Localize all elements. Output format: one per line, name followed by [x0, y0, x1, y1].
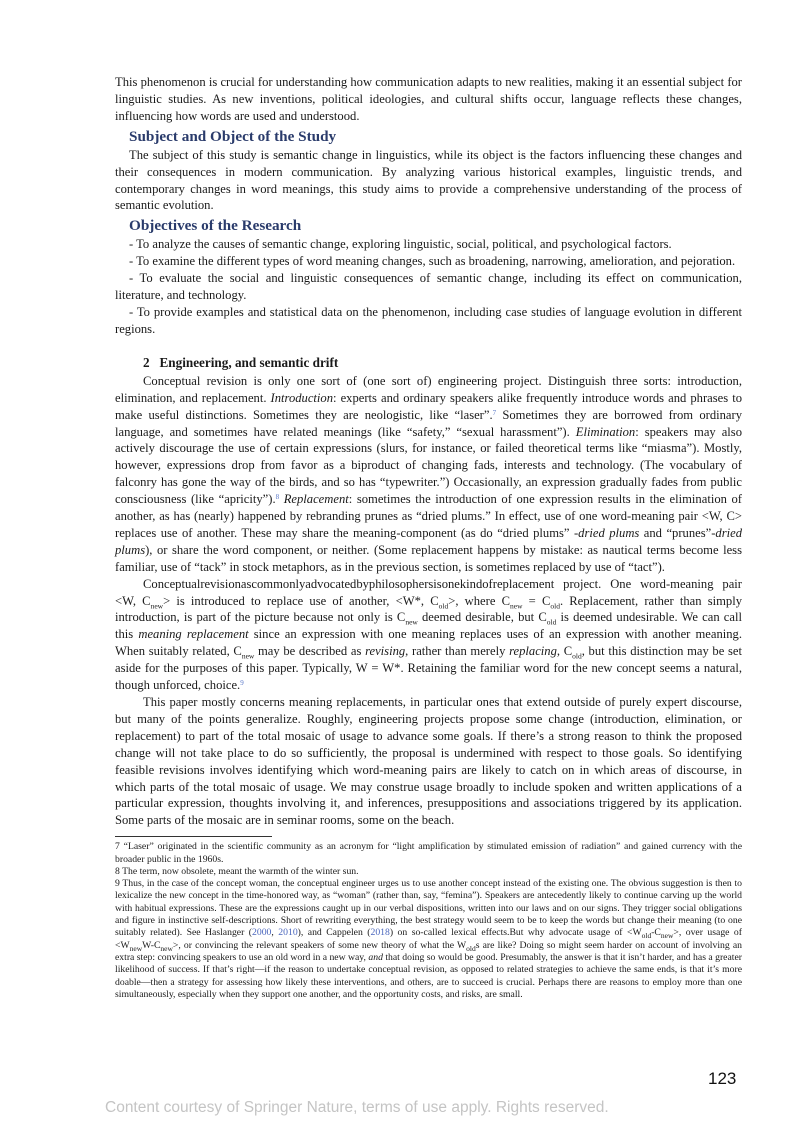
page-number: 123: [708, 1069, 737, 1088]
section-number: 2: [143, 354, 150, 370]
subject-paragraph: The subject of this study is semantic change in linguistics, while its object is the factors influencing these changes and their consequences in modern communication. By analyzing various historical examples, linguistic trends, and contemporary changes in word meanings, this study aims to provide a comprehensive understanding of the process of semantic evolution.: [115, 147, 742, 213]
page-body: [115, 74, 742, 1001]
intro-paragraph: This phenomenon is crucial for understanding how communication adapts to new realities, making it an essential subject for linguistic studies. As new inventions, political ideologies, and cultural shifts occur, language reflects these changes, influencing how words are used and understood.: [115, 75, 742, 123]
subject-heading: Subject and Object of the Study: [129, 127, 337, 145]
objective-item-4: - To provide examples and statistical data on the phenomenon, including case studies of language evolution in different regions.: [115, 304, 742, 336]
footnotes: [115, 841, 742, 1001]
citation-2000[interactable]: 2000: [252, 927, 272, 939]
objective-item-2: - To examine the different types of word meaning changes, such as broadening, narrowing, amelioration, and pejoration.: [129, 254, 736, 269]
section-2-paragraph-3: This paper mostly concerns meaning replacements, in particular ones that extend outside of purely expert discourse, but many of the points generalize. Roughly, engineering projects propose some change (introduction, elimination, or replacement) to part of the total mosaic of usage to advance some goals. If there’s a strong reason to think the proposed change will not take place to do so sufficiently, the proposal is undermined with respect to those goals. So identifying feasible revisions involves identifying which word-meaning pairs are likely to catch on in which areas of discourse, in which parts of the total mosaic of usage. We may construe usage broadly to include spoken and written applications of a particular expression, thoughts involving it, and inferences, presuppositions and associations triggered by its application. Some parts of the mosaic are in seminar rooms, some on the beach.: [115, 695, 742, 828]
footnote-ref-9[interactable]: 9: [240, 679, 244, 688]
footnote-divider: [115, 836, 272, 837]
footnote-7: 7 “Laser” originated in the scientific community as an acronym for “light amplification by stimulated emission of radiation” and gained currency with the broader public in the 1960s.: [115, 841, 742, 865]
footnote-9: 9 Thus, in the case of the concept woman, the conceptual engineer urges us to use another concept instead of the existing one. The obvious suggestion is then to lexicalize the new concept in the time-honored way, as “woman” (rather than, say, “femina”). Speakers are antecedently likely to continue carving up the world with habitual expressions. These are the expressions caught up in our verbal dispositions, written into our laws and on our signs. They trigger social obligations and figure in instinctive self-descriptions. Short of rewriting everything, the best strategy would seem to be to keep the words but change their meaning (to one suitably related). See Haslanger (2000, 2010), and Cappelen (2018) on so-called lexical effects.But why advocate usage of $<W_{old}-C_{new}>$, over usage of $<W_{new}W-C_{new}>$, or convincing the relevant speakers of some new theory of what the $W_{old}s$ are like? Doing so might seem harder on account of involving an extra step: convincing speakers to use an old word in a new way, and that doing so would be good. Presumably, the answer is that it isn’t harder, and has a greater likelihood of success. If that’s right—if the reason to undertake conceptual revision, as opposed to related strategies to achieve the same ends, is that it’s more doable—then a strategy for assessing how likely these interventions, and others, are to succeed is crucial. Perhaps there are reasons to employ more than one simultaneously, especially when they support one another, and the opportunity costs, and risks, are small.: [115, 878, 743, 1000]
section-2-heading: [143, 354, 742, 371]
objective-item-1: - To analyze the causes of semantic change, exploring linguistic, social, political, and psychological factors.: [129, 237, 672, 252]
citation-2010[interactable]: 2010: [278, 927, 298, 939]
objectives-heading: Objectives of the Research: [129, 217, 302, 235]
section-title: Engineering, and semantic drift: [159, 354, 339, 370]
section-2-paragraph-2: Conceptualrevisionascommonlyadvocatedbyphilosophersisonekindofreplacement project. One word-meaning pair <W, $C_{new}>$ is introduced to replace use of another, <W*, $C_{old}>$, where $C_{new} = C_{old}$. Replacement, rather than simply introduction, is part of the picture because not only is $C_{new}$ deemed desirable, but $C_{old}$ is deemed undesirable. We can call this meaning replacement since an expression with one meaning replaces uses of an expression with another meaning. When suitably related, $C_{new}$ may be described as revising, rather than merely replacing, $C_{old}$, but this distinction may be set aside for the purposes of this paper. Typically, W = W*. Retaining the familiar word for the new concept seems a natural, though unforced, choice.$^9$: [115, 576, 743, 693]
objective-item-3: - To evaluate the social and linguistic consequences of semantic change, including its effect on communication, literature, and technology.: [115, 271, 742, 303]
section-2-paragraph-1: Conceptual revision is only one sort of (one sort of) engineering project. Distinguish three sorts: introduction, elimination, and replacement. Introduction: experts and ordinary speakers alike frequently introduce words and phrases to make useful distinctions. Sometimes they are neologistic, like “laser”.$^7$ Sometimes they are borrowed from ordinary language, and sometimes have related meanings (like “safety,” “sexual harassment”). Elimination: speakers may also actively discourage the use of certain expressions (slurs, for instance, or failed theoretical terms like “miasma”). Mostly, however, expressions drop from favor as a biproduct of changing fads, interests and technology. (The vocabulary of falconry has gone the way of the birds, and so has “typewriter.”) Occasionally, an expression gradually fades from public consciousness (like “apricity”).$^8$ Replacement: sometimes the introduction of one expression results in the elimination of another, as has (nearly) happened by rebranding prunes as “dried plums.” In effect, use of one word-meaning pair <W, C> replaces use of another. These may share the meaning-component (as do “dried plums” -dried plums and “prunes”-dried plums), or share the word component, or neither. (Some replacement happens by mistake: as nautical terms become less familiar, use of “tack” in stock metaphors, as in the previous section, is sometimes replaced by use of “tact”).: [115, 373, 742, 574]
footnote-8: 8 The term, now obsolete, meant the warmth of the winter sun.: [115, 865, 359, 877]
citation-2018[interactable]: 2018: [370, 927, 390, 939]
footnote-ref-8[interactable]: 8: [275, 493, 280, 502]
footnote-ref-7[interactable]: 7: [492, 408, 497, 417]
copyright-watermark: Content courtesy of Springer Nature, terms of use apply. Rights reserved.: [105, 1099, 609, 1116]
